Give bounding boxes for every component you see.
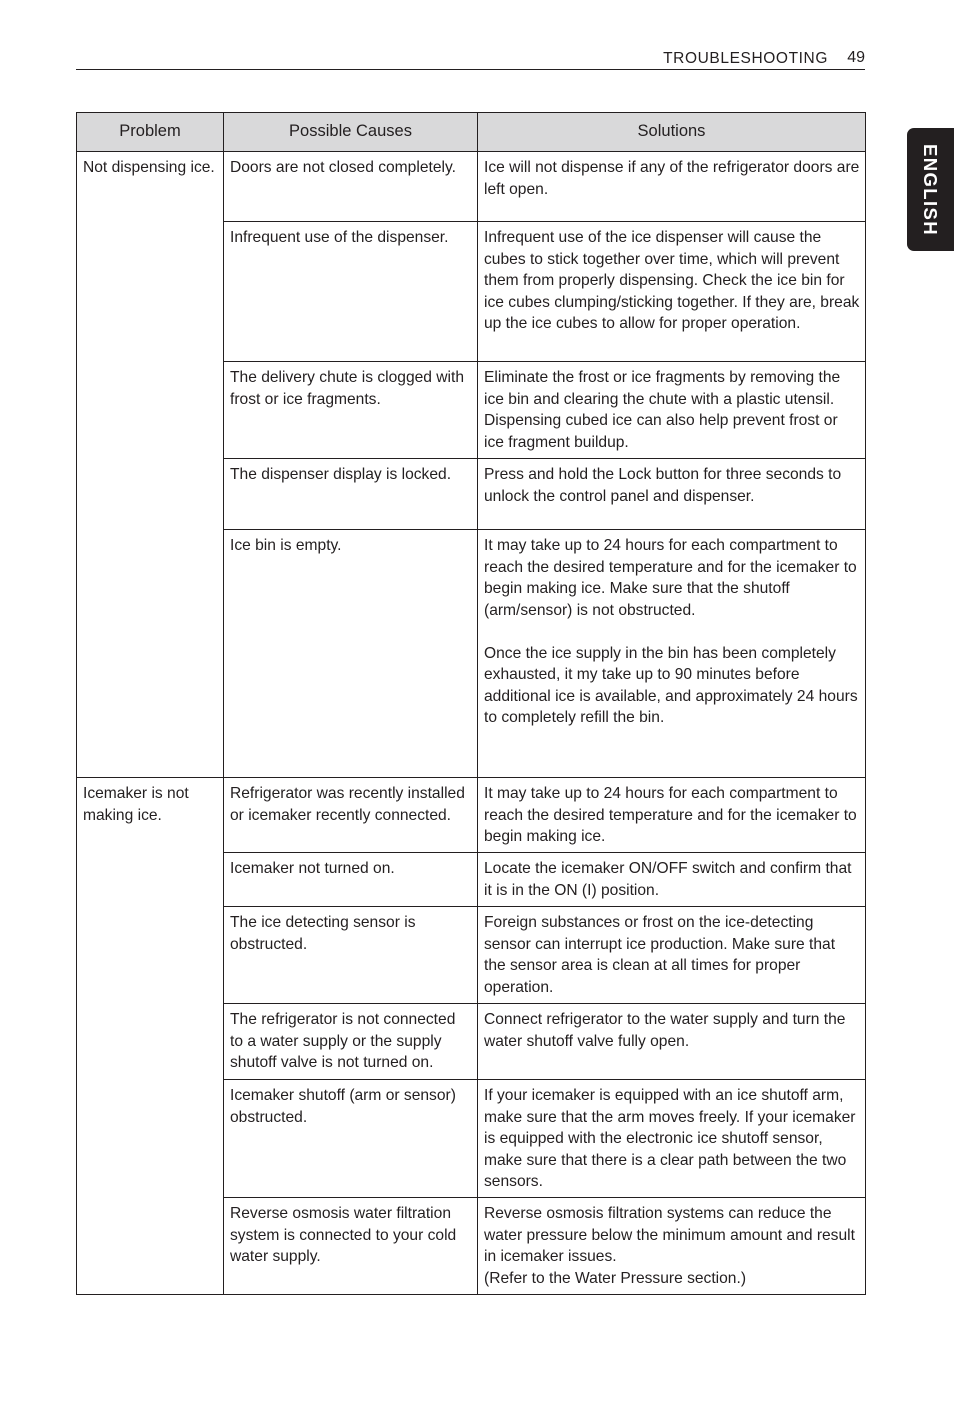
table-header-row	[77, 113, 866, 152]
column-header-solutions: Solutions	[478, 113, 866, 152]
cause-cell: The refrigerator is not connected to a water supply or the supply shutoff valve is not turned on.	[224, 1004, 478, 1080]
solution-cell: Locate the icemaker ON/OFF switch and confirm that it is in the ON (I) position.	[478, 853, 866, 907]
page-number: 49	[847, 49, 865, 66]
problem-cell: Not dispensing ice.	[77, 152, 224, 778]
page-header	[76, 48, 865, 70]
problem-cell: Icemaker is not making ice.	[77, 778, 224, 1295]
cause-cell: Infrequent use of the dispenser.	[224, 222, 478, 362]
solution-cell: It may take up to 24 hours for each compartment to reach the desired temperature and for the icemaker to begin making ice.	[478, 778, 866, 853]
cause-cell: Doors are not closed completely.	[224, 152, 478, 222]
solution-cell: Ice will not dispense if any of the refrigerator doors are left open.	[478, 152, 866, 222]
solution-cell: Connect refrigerator to the water supply and turn the water shutoff valve fully open.	[478, 1004, 866, 1080]
column-header-problem: Problem	[77, 113, 224, 152]
cause-cell: Icemaker shutoff (arm or sensor) obstructed.	[224, 1080, 478, 1198]
troubleshooting-table	[76, 112, 866, 1295]
solution-cell: If your icemaker is equipped with an ice shutoff arm, make sure that the arm moves freely. If your icemaker is equipped with the electronic ice shutoff sensor, make sure that there is a clear path between the two sensors.	[478, 1080, 866, 1198]
cause-cell: Icemaker not turned on.	[224, 853, 478, 907]
cause-cell: Ice bin is empty.	[224, 530, 478, 778]
language-tab	[907, 128, 954, 251]
solution-cell: Eliminate the frost or ice fragments by removing the ice bin and clearing the chute with a plastic utensil. Dispensing cubed ice can also help prevent frost or ice fragment buildup.	[478, 362, 866, 459]
solution-cell: Infrequent use of the ice dispenser will cause the cubes to stick together over time, which will prevent them from properly dispensing. Check the ice bin for ice cubes clumping/sticking together. If they are, break up the ice cubes to allow for proper operation.	[478, 222, 866, 362]
language-tab-label: ENGLISH	[920, 143, 941, 237]
solution-cell: It may take up to 24 hours for each compartment to reach the desired temperature and for the icemaker to begin making ice. Make sure that the shutoff (arm/sensor) is not obstructed. Once the ice supply in the bin has been completely exhausted, it my take up to 90 minutes before additional ice is available, and approximately 24 hours to completely refill the bin.	[478, 530, 866, 778]
solution-cell: Reverse osmosis filtration systems can reduce the water pressure below the minimum amount and result in icemaker issues. (Refer to the Water Pressure section.)	[478, 1198, 866, 1295]
cause-cell: Reverse osmosis water filtration system is connected to your cold water supply.	[224, 1198, 478, 1295]
cause-cell: The delivery chute is clogged with frost or ice fragments.	[224, 362, 478, 459]
section-title: TROUBLESHOOTING	[663, 50, 828, 67]
cause-cell: Refrigerator was recently installed or icemaker recently connected.	[224, 778, 478, 853]
solution-cell: Foreign substances or frost on the ice-detecting sensor can interrupt ice production. Make sure that the sensor area is clean at all times for proper operation.	[478, 907, 866, 1004]
cause-cell: The dispenser display is locked.	[224, 459, 478, 530]
table-row	[77, 152, 866, 222]
cause-cell: The ice detecting sensor is obstructed.	[224, 907, 478, 1004]
table-row	[77, 778, 866, 853]
solution-cell: Press and hold the Lock button for three seconds to unlock the control panel and dispenser.	[478, 459, 866, 530]
column-header-causes: Possible Causes	[224, 113, 478, 152]
